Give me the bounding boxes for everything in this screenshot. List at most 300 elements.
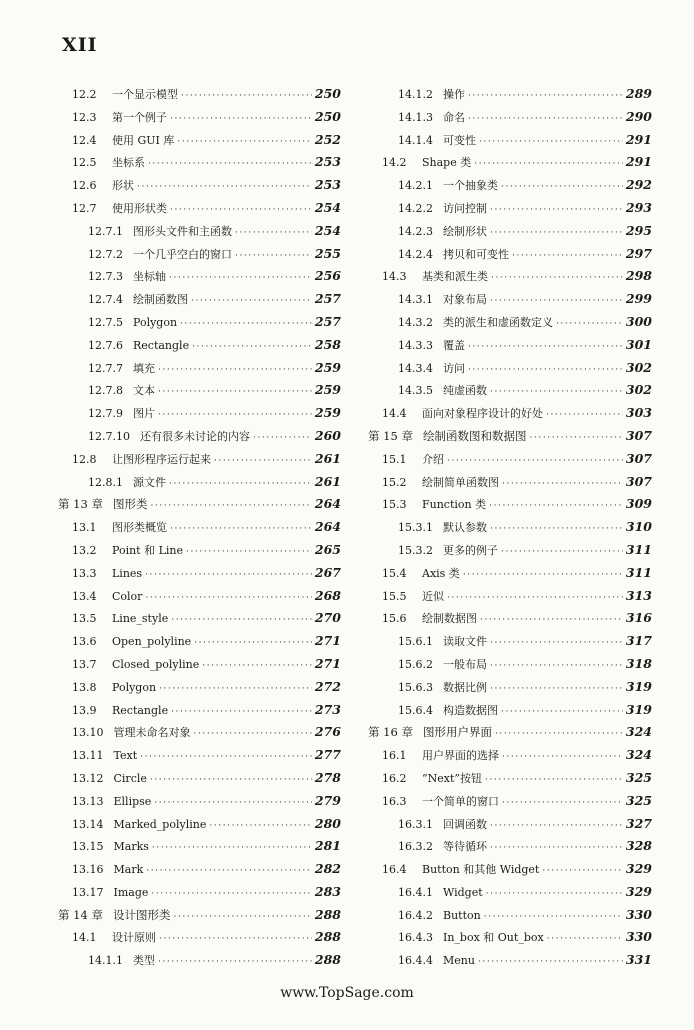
- toc-entry-page: 260: [314, 427, 341, 443]
- toc-entry[interactable]: [368, 174, 652, 197]
- toc-dot-leader: [501, 701, 623, 724]
- toc-right-column: [368, 83, 652, 972]
- toc-entry[interactable]: [58, 151, 341, 174]
- toc-entry[interactable]: [368, 288, 652, 311]
- toc-entry-number: 13.3: [72, 566, 97, 580]
- toc-entry-title: 构造数据图: [443, 703, 498, 717]
- toc-entry[interactable]: [368, 881, 652, 904]
- toc-entry[interactable]: [58, 585, 341, 608]
- toc-entry[interactable]: [368, 197, 652, 220]
- toc-chapter-entry[interactable]: [58, 493, 341, 516]
- toc-entry-number: 14.3.1: [398, 293, 433, 307]
- toc-entry-page: 330: [625, 906, 652, 922]
- toc-entry-number: 12.7.4: [88, 293, 123, 307]
- toc-entry-number: 12.5: [72, 156, 97, 170]
- toc-entry-number: 13.17: [72, 885, 104, 899]
- toc-entry-page: 288: [314, 952, 341, 968]
- toc-entry-title: 纯虚函数: [443, 384, 487, 398]
- toc-entry[interactable]: [58, 334, 341, 357]
- toc-dot-leader: [186, 541, 312, 564]
- toc-entry-page: 307: [625, 473, 652, 489]
- toc-entry[interactable]: [368, 471, 652, 494]
- toc-entry-page: 331: [625, 952, 652, 968]
- toc-entry[interactable]: [368, 106, 652, 129]
- toc-entry[interactable]: [58, 721, 341, 744]
- toc-entry-title: 使用形状类: [112, 201, 167, 215]
- toc-entry-page: 257: [314, 313, 341, 329]
- toc-entry-page: 254: [314, 199, 341, 215]
- toc-entry-number: 14.2: [382, 156, 407, 170]
- toc-entry-title: Image: [113, 885, 149, 899]
- toc-entry-page: 288: [314, 929, 341, 945]
- toc-dot-leader: [170, 199, 312, 222]
- toc-entry[interactable]: [58, 220, 341, 243]
- toc-entry-title: Open_polyline: [112, 635, 192, 649]
- toc-entry-number: 15.1: [382, 452, 407, 466]
- toc-entry-title: Closed_polyline: [112, 657, 200, 671]
- toc-entry-title: 一个显示模型: [112, 88, 178, 101]
- toc-entry[interactable]: [368, 904, 652, 927]
- toc-entry-number: 12.7.9: [88, 407, 123, 421]
- toc-dot-leader: [170, 518, 312, 541]
- toc-entry-title: 回调函数: [443, 817, 487, 831]
- toc-entry-page: 264: [314, 519, 341, 535]
- toc-dot-leader: [501, 541, 623, 564]
- toc-entry-page: 257: [314, 291, 341, 307]
- toc-entry-page: 278: [314, 769, 341, 785]
- toc-entry[interactable]: [368, 516, 652, 539]
- toc-dot-leader: [468, 108, 623, 131]
- toc-entry-title: “Next”按钮: [422, 771, 483, 785]
- toc-entry-title: 类的派生和虚函数定义: [443, 315, 553, 329]
- toc-entry[interactable]: [368, 699, 652, 722]
- toc-entry-page: 261: [314, 473, 341, 489]
- toc-entry-number: 14.1.1: [88, 954, 123, 968]
- toc-dot-leader: [546, 404, 623, 427]
- toc-entry-title: 让图形程序运行起来: [112, 452, 211, 466]
- toc-entry-number: 16.4.1: [398, 885, 433, 899]
- toc-dot-leader: [501, 176, 623, 199]
- toc-entry[interactable]: [368, 858, 652, 881]
- toc-entry-title: 坐标轴: [133, 270, 166, 284]
- toc-entry-title: Point 和 Line: [112, 543, 184, 557]
- toc-entry-title: 设计图形类: [112, 907, 171, 922]
- toc-entry[interactable]: [368, 585, 652, 608]
- toc-entry[interactable]: [58, 790, 341, 813]
- toc-dot-leader: [468, 85, 623, 108]
- toc-entry[interactable]: [368, 151, 652, 174]
- toc-entry[interactable]: [58, 402, 341, 425]
- toc-entry-page: 299: [625, 291, 652, 307]
- toc-entry[interactable]: [58, 607, 341, 630]
- toc-dot-leader: [150, 495, 311, 518]
- toc-chapter-entry[interactable]: [368, 721, 652, 744]
- toc-entry-title: 介绍: [422, 452, 444, 466]
- toc-entry[interactable]: [368, 243, 652, 266]
- toc-entry[interactable]: [58, 881, 341, 904]
- toc-entry[interactable]: [58, 357, 341, 380]
- toc-entry-number: 12.7.1: [88, 224, 123, 238]
- toc-entry[interactable]: [58, 174, 341, 197]
- toc-entry-title: 拷贝和可变性: [443, 247, 509, 261]
- toc-entry-page: 325: [625, 769, 652, 785]
- toc-entry-title: Color: [112, 589, 143, 603]
- toc-entry[interactable]: [58, 630, 341, 653]
- toc-entry-title: 访问: [443, 361, 465, 375]
- toc-entry-number: 14.4: [382, 407, 407, 421]
- toc-entry-page: 317: [625, 633, 652, 649]
- toc-entry-number: 16.4.4: [398, 954, 433, 968]
- toc-entry-page: 329: [625, 861, 652, 877]
- toc-entry-page: 272: [314, 678, 341, 694]
- toc-entry-page: 327: [625, 815, 652, 831]
- toc-entry-title: 近似: [422, 589, 444, 603]
- toc-entry-number: 14.1.2: [398, 88, 433, 101]
- toc-dot-leader: [479, 131, 623, 154]
- toc-entry-title: Button 和其他 Widget: [422, 863, 540, 877]
- toc-entry-page: 295: [625, 222, 652, 238]
- toc-entry[interactable]: [368, 129, 652, 152]
- toc-entry[interactable]: [58, 448, 341, 471]
- toc-dot-leader: [502, 792, 623, 815]
- toc-entry[interactable]: [368, 767, 652, 790]
- toc-entry-title: Lines: [112, 566, 143, 580]
- toc-entry[interactable]: [58, 539, 341, 562]
- toc-entry[interactable]: [368, 813, 652, 836]
- toc-entry-page: 313: [625, 587, 652, 603]
- toc-entry-page: 253: [314, 177, 341, 193]
- toc-entry[interactable]: [368, 357, 652, 380]
- toc-entry[interactable]: [58, 288, 341, 311]
- toc-entry[interactable]: [58, 379, 341, 402]
- toc-entry-number: 15.6.1: [398, 635, 433, 649]
- footer-url: www.TopSage.com: [280, 985, 414, 1001]
- toc-entry-page: 328: [625, 838, 652, 854]
- toc-entry[interactable]: [368, 790, 652, 813]
- toc-entry[interactable]: [58, 562, 341, 585]
- toc-dot-leader: [137, 176, 312, 199]
- toc-entry-page: 297: [625, 245, 652, 261]
- toc-entry-number: 12.7.10: [88, 429, 130, 443]
- toc-entry-number: 12.7.3: [88, 270, 123, 284]
- toc-entry-number: 15.6.2: [398, 657, 433, 671]
- toc-entry-title: 第一个例子: [112, 110, 167, 124]
- toc-entry-page: 324: [625, 724, 652, 740]
- toc-entry-number: 12.3: [72, 110, 97, 124]
- toc-entry-title: Mark: [113, 863, 144, 877]
- toc-entry-title: Marked_polyline: [113, 817, 207, 831]
- toc-entry[interactable]: [58, 471, 341, 494]
- toc-entry-page: 302: [625, 359, 652, 375]
- toc-entry-number: 12.2: [72, 88, 97, 101]
- toc-entry[interactable]: [368, 630, 652, 653]
- toc-dot-leader: [158, 381, 312, 404]
- toc-entry[interactable]: [58, 106, 341, 129]
- toc-entry-page: 259: [314, 359, 341, 375]
- toc-entry[interactable]: [58, 311, 341, 334]
- toc-entry-number: 第 15 章: [368, 428, 413, 443]
- toc-entry-number: 14.2.2: [398, 201, 433, 215]
- toc-entry[interactable]: [58, 676, 341, 699]
- toc-left-column: [58, 83, 341, 972]
- toc-entry[interactable]: [58, 243, 341, 266]
- toc-entry-page: 265: [314, 541, 341, 557]
- toc-entry-page: 330: [625, 929, 652, 945]
- toc-entry[interactable]: [58, 767, 341, 790]
- toc-dot-leader: [158, 404, 312, 427]
- toc-entry[interactable]: [58, 949, 341, 972]
- toc-entry-page: 311: [625, 541, 652, 557]
- toc-entry-title: 填充: [133, 361, 155, 375]
- toc-entry[interactable]: [368, 676, 652, 699]
- toc-dot-leader: [159, 928, 312, 951]
- toc-entry-title: Text: [113, 749, 138, 763]
- toc-entry-page: 259: [314, 382, 341, 398]
- toc-entry-title: 读取文件: [443, 635, 487, 649]
- toc-entry-page: 300: [625, 313, 652, 329]
- toc-entry[interactable]: [58, 699, 341, 722]
- toc-entry[interactable]: [368, 744, 652, 767]
- toc-entry-title: 一个抽象类: [443, 179, 498, 193]
- toc-entry-number: 14.2.4: [398, 247, 433, 261]
- toc-entry[interactable]: [368, 539, 652, 562]
- toc-entry-number: 15.3: [382, 498, 407, 512]
- toc-entry-title: Line_style: [112, 612, 169, 626]
- toc-entry-page: 316: [625, 610, 652, 626]
- toc-entry-number: 15.6: [382, 612, 407, 626]
- toc-dot-leader: [463, 564, 623, 587]
- toc-entry-number: 13.14: [72, 817, 104, 831]
- toc-dot-leader: [191, 290, 312, 313]
- toc-entry-page: 254: [314, 222, 341, 238]
- toc-entry-number: 15.2: [382, 475, 407, 489]
- toc-dot-leader: [209, 815, 312, 838]
- toc-entry-title: 图形头文件和主函数: [133, 224, 232, 238]
- toc-entry-number: 第 13 章: [58, 497, 103, 512]
- toc-entry-page: 264: [314, 496, 341, 512]
- toc-entry[interactable]: [368, 334, 652, 357]
- toc-entry-number: 16.3.2: [398, 840, 433, 854]
- toc-entry-number: 12.7: [72, 201, 97, 215]
- toc-dot-leader: [194, 723, 312, 746]
- toc-dot-leader: [484, 906, 623, 929]
- toc-dot-leader: [180, 313, 312, 336]
- toc-dot-leader: [489, 495, 623, 518]
- toc-entry-number: 12.6: [72, 179, 97, 193]
- toc-entry[interactable]: [58, 926, 341, 949]
- toc-entry[interactable]: [58, 265, 341, 288]
- toc-entry-title: Function 类: [422, 498, 487, 512]
- toc-entry[interactable]: [368, 448, 652, 471]
- page-number: XII: [62, 34, 98, 56]
- toc-entry-number: 13.2: [72, 543, 97, 557]
- toc-dot-leader: [235, 222, 312, 245]
- toc-entry-page: 282: [314, 861, 341, 877]
- toc-entry-title: Rectangle: [112, 703, 169, 717]
- toc-entry-title: 绘制函数图: [133, 293, 188, 307]
- toc-entry[interactable]: [58, 858, 341, 881]
- toc-entry-title: 可变性: [443, 133, 476, 147]
- toc-dot-leader: [169, 267, 312, 290]
- toc-entry-title: 源文件: [133, 475, 166, 489]
- toc-entry-number: 13.7: [72, 657, 97, 671]
- toc-entry-title: Polygon: [133, 315, 178, 329]
- toc-entry[interactable]: [58, 129, 341, 152]
- toc-entry[interactable]: [368, 835, 652, 858]
- toc-dot-leader: [181, 85, 312, 108]
- toc-dot-leader: [490, 837, 623, 860]
- toc-entry-page: 318: [625, 655, 652, 671]
- toc-entry[interactable]: [368, 493, 652, 516]
- toc-entry-title: 管理未命名对象: [113, 726, 191, 740]
- toc-entry-number: 12.7.5: [88, 315, 123, 329]
- toc-entry-page: 288: [314, 906, 341, 922]
- toc-entry-title: 对象布局: [443, 293, 487, 307]
- toc-entry[interactable]: [58, 425, 341, 448]
- toc-entry[interactable]: [58, 813, 341, 836]
- toc-entry[interactable]: [368, 949, 652, 972]
- toc-entry-number: 14.3.2: [398, 315, 433, 329]
- toc-entry-number: 14.3.3: [398, 338, 433, 352]
- toc-entry-number: 12.4: [72, 133, 97, 147]
- toc-entry-page: 309: [625, 496, 652, 512]
- toc-dot-leader: [490, 381, 623, 404]
- toc-entry-page: 310: [625, 519, 652, 535]
- toc-entry-page: 280: [314, 815, 341, 831]
- toc-entry-page: 253: [314, 154, 341, 170]
- toc-entry[interactable]: [58, 516, 341, 539]
- toc-dot-leader: [145, 587, 311, 610]
- toc-entry[interactable]: [368, 402, 652, 425]
- toc-entry-page: 302: [625, 382, 652, 398]
- toc-entry[interactable]: [368, 926, 652, 949]
- toc-entry[interactable]: [368, 265, 652, 288]
- toc-entry-title: 基类和派生类: [422, 270, 488, 284]
- toc-entry-title: Menu: [443, 954, 475, 968]
- toc-entry-page: 324: [625, 747, 652, 763]
- toc-entry-number: 15.3.1: [398, 521, 433, 535]
- toc-entry-page: 276: [314, 724, 341, 740]
- toc-entry-page: 301: [625, 336, 652, 352]
- toc-entry[interactable]: [58, 653, 341, 676]
- toc-entry-number: 第 14 章: [58, 907, 103, 922]
- toc-entry-title: 等待循环: [443, 840, 487, 854]
- toc-entry-title: In_box 和 Out_box: [443, 931, 544, 945]
- toc-entry[interactable]: [58, 83, 341, 106]
- toc-entry-title: 访问控制: [443, 201, 487, 215]
- toc-entry-page: 261: [314, 450, 341, 466]
- toc-entry[interactable]: [368, 653, 652, 676]
- toc-entry-title: 形状: [112, 179, 134, 193]
- toc-entry-page: 291: [625, 154, 652, 170]
- toc-dot-leader: [490, 655, 623, 678]
- toc-dot-leader: [478, 951, 623, 974]
- toc-entry-page: 277: [314, 747, 341, 763]
- toc-entry-page: 319: [625, 678, 652, 694]
- toc-entry-number: 13.1: [72, 521, 97, 535]
- toc-entry-page: 319: [625, 701, 652, 717]
- toc-entry-title: 坐标系: [112, 156, 145, 170]
- toc-entry-page: 271: [314, 655, 341, 671]
- toc-entry[interactable]: [368, 607, 652, 630]
- toc-entry-title: 一个几乎空白的窗口: [133, 247, 232, 261]
- toc-dot-leader: [192, 336, 312, 359]
- toc-entry-number: 16.3.1: [398, 817, 433, 831]
- toc-dot-leader: [173, 906, 311, 929]
- toc-dot-leader: [152, 837, 312, 860]
- toc-entry-page: 307: [625, 427, 652, 443]
- toc-dot-leader: [253, 427, 312, 450]
- toc-entry-title: 覆盖: [443, 338, 465, 352]
- toc-dot-leader: [490, 815, 623, 838]
- toc-entry-number: 15.5: [382, 589, 407, 603]
- toc-entry-title: 绘制函数图和数据图: [422, 428, 527, 443]
- toc-entry-page: 325: [625, 792, 652, 808]
- toc-entry-number: 14.3: [382, 270, 407, 284]
- toc-entry-number: 16.4: [382, 863, 407, 877]
- toc-entry[interactable]: [368, 83, 652, 106]
- toc-dot-leader: [148, 153, 312, 176]
- toc-dot-leader: [512, 245, 623, 268]
- toc-entry-number: 13.6: [72, 635, 97, 649]
- toc-entry-number: 16.4.3: [398, 931, 433, 945]
- toc-entry-page: 255: [314, 245, 341, 261]
- toc-chapter-entry[interactable]: [58, 904, 341, 927]
- toc-entry-number: 14.3.4: [398, 361, 433, 375]
- toc-entry-page: 293: [625, 199, 652, 215]
- toc-entry-title: Shape 类: [422, 156, 472, 170]
- toc-entry-number: 13.10: [72, 726, 104, 740]
- toc-entry-number: 16.4.2: [398, 908, 433, 922]
- toc-entry-title: 默认参数: [443, 521, 487, 535]
- toc-dot-leader: [486, 883, 623, 906]
- toc-entry-page: 329: [625, 883, 652, 899]
- toc-dot-leader: [502, 473, 623, 496]
- toc-entry-title: 更多的例子: [443, 543, 498, 557]
- toc-dot-leader: [145, 564, 312, 587]
- toc-entry[interactable]: [368, 379, 652, 402]
- toc-entry-title: 图形类概览: [112, 521, 167, 535]
- toc-chapter-entry[interactable]: [368, 425, 652, 448]
- toc-entry[interactable]: [58, 835, 341, 858]
- toc-dot-leader: [146, 860, 312, 883]
- toc-entry[interactable]: [368, 220, 652, 243]
- toc-entry-title: Axis 类: [422, 566, 460, 580]
- toc-entry-title: 文本: [133, 384, 155, 398]
- toc-entry[interactable]: [58, 744, 341, 767]
- toc-dot-leader: [491, 267, 623, 290]
- toc-dot-leader: [480, 609, 623, 632]
- toc-dot-leader: [159, 678, 312, 701]
- toc-entry[interactable]: [58, 197, 341, 220]
- toc-entry-page: 270: [314, 610, 341, 626]
- toc-entry-title: 设计原则: [112, 931, 156, 945]
- toc-entry-number: 13.12: [72, 771, 104, 785]
- toc-entry[interactable]: [368, 562, 652, 585]
- toc-dot-leader: [468, 336, 623, 359]
- toc-dot-leader: [171, 609, 312, 632]
- toc-entry[interactable]: [368, 311, 652, 334]
- toc-dot-leader: [490, 222, 623, 245]
- toc-entry-number: 13.8: [72, 680, 97, 694]
- toc-entry-page: 273: [314, 701, 341, 717]
- toc-entry-number: 15.4: [382, 566, 407, 580]
- toc-entry-title: 一般布局: [443, 657, 487, 671]
- toc-entry-number: 12.8.1: [88, 475, 123, 489]
- toc-entry-page: 298: [625, 268, 652, 284]
- toc-entry-title: 使用 GUI 库: [112, 133, 175, 147]
- toc-entry-number: 14.2.3: [398, 224, 433, 238]
